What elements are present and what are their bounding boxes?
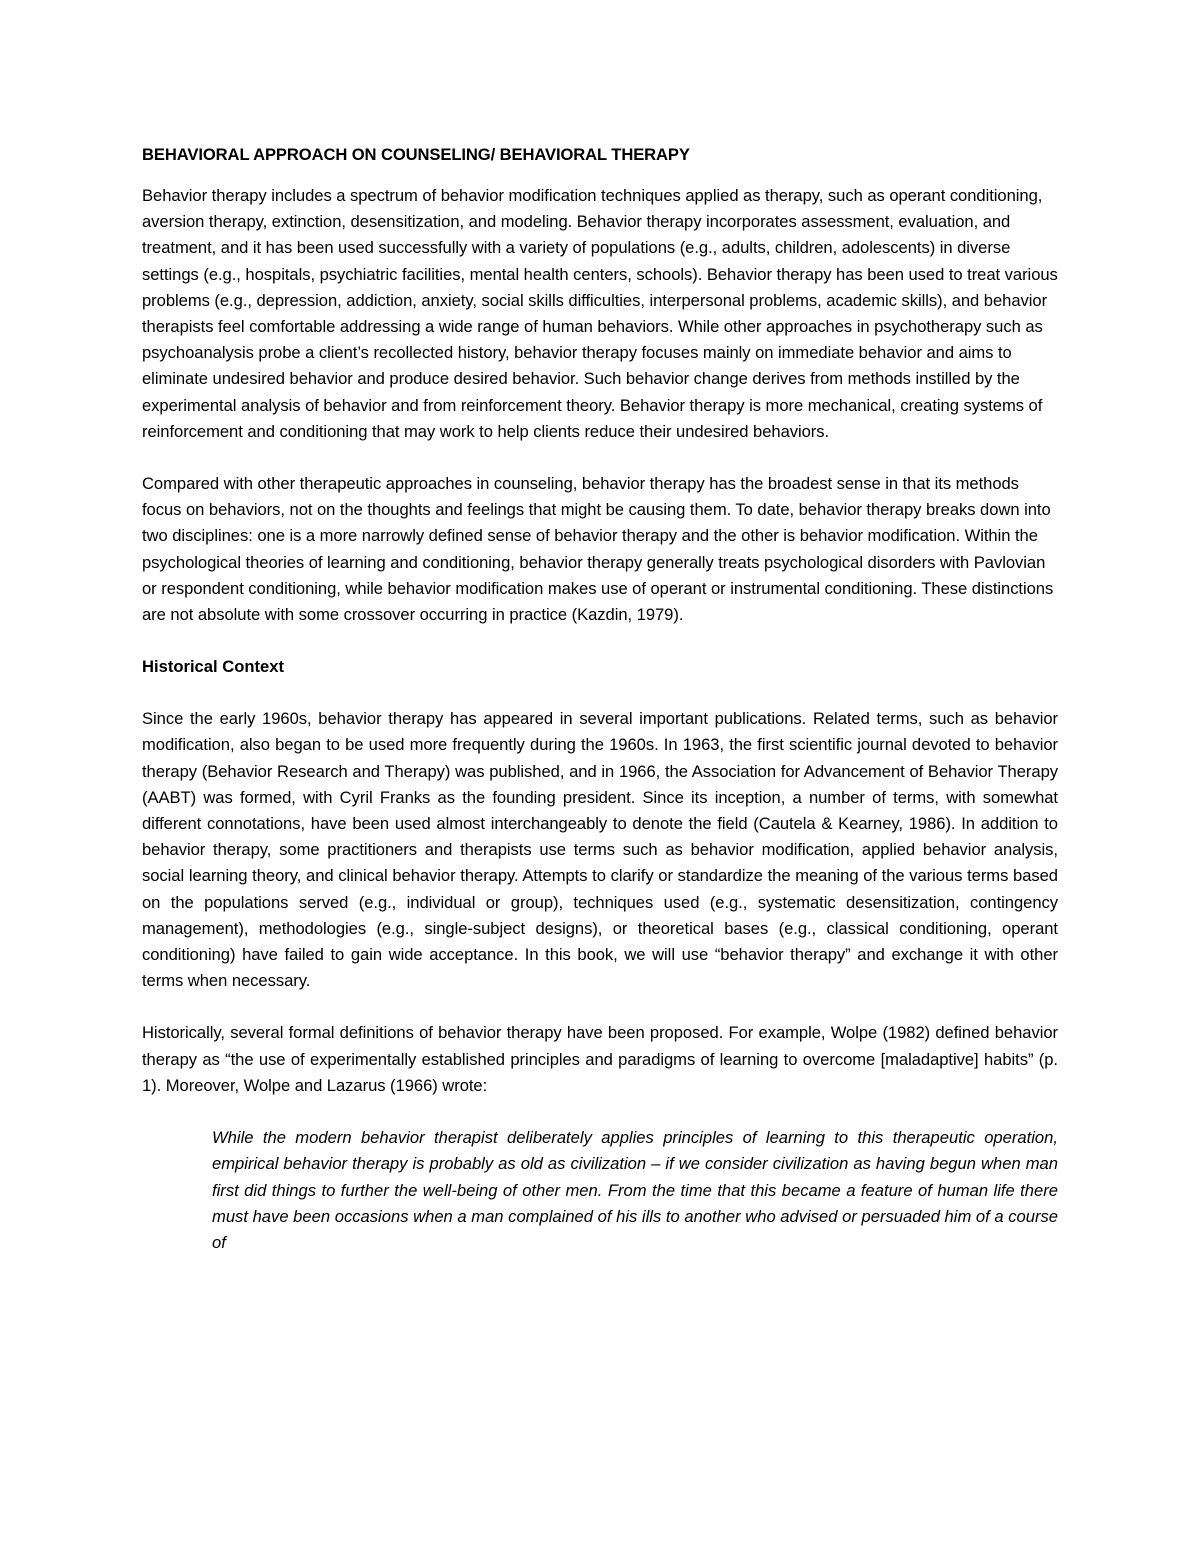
block-quote: While the modern behavior therapist deliberately applies principles of learning to this therapeutic operation, empirical behavior therapy is probably as old as civilization – if we consider civilization as having begun when man first did things to further the well-being of other men. From the time that this became a feature of human life there must have been occasions when a man complained of his ills to another who advised or persuaded him of a course of xyxy=(212,1128,1058,1252)
paragraph-history: Since the early 1960s, behavior therapy has appeared in several important publications. Related terms, such as behavior modification, also began to be used more frequently during the 1960s. In 1963, the first scientific journal devoted to behavior therapy (Behavior Research and Therapy) was published, and in 1966, the Association for Advancement of Behavior Therapy (AABT) was formed, with Cyril Franks as the founding president. Since its inception, a number of terms, with somewhat different connotations, have been used almost interchangeably to denote the field (Cautela & Kearney, 1986). In addition to behavior therapy, some practitioners and therapists use terms such as behavior modification, applied behavior analysis, social learning theory, and clinical behavior therapy. Attempts to clarify or standardize the meaning of the various terms based on the populations served (e.g., individual or group), techniques used (e.g., systematic desensitization, contingency management), methodologies (e.g., single-subject designs), or theoretical bases (e.g., classical conditioning, operant conditioning) have failed to gain wide acceptance. In this book, we will use “behavior therapy” and exchange it with other terms when necessary. xyxy=(142,709,1058,991)
document-title: BEHAVIORAL APPROACH ON COUNSELING/ BEHAVIORAL THERAPY xyxy=(142,145,690,164)
paragraph-definitions: Historically, several formal definitions of behavior therapy have been proposed. For example, Wolpe (1982) defined behavior therapy as “the use of experimentally established principles and paradigms of learning to overcome [maladaptive] habits” (p. 1). Moreover, Wolpe and Lazarus (1966) wrote: xyxy=(142,1023,1058,1095)
document-body xyxy=(142,142,1058,1256)
paragraph-comparison: Compared with other therapeutic approaches in counseling, behavior therapy has the broadest sense in that its methods focus on behaviors, not on the thoughts and feelings that might be causing them. To date, behavior therapy breaks down into two disciplines: one is a more narrowly defined sense of behavior therapy and the other is behavior modification. Within the psychological theories of learning and conditioning, behavior therapy generally treats psychological disorders with Pavlovian or respondent conditioning, while behavior modification makes use of operant or instrumental conditioning. These distinctions are not absolute with some crossover occurring in practice (Kazdin, 1979). xyxy=(142,474,1054,625)
paragraph-intro: Behavior therapy includes a spectrum of behavior modification techniques applied as therapy, such as operant conditioning, aversion therapy, extinction, desensitization, and modeling. Behavior therapy incorporates assessment, evaluation, and treatment, and it has been used successfully with a variety of populations (e.g., adults, children, adolescents) in diverse settings (e.g., hospitals, psychiatric facilities, mental health centers, schools). Behavior therapy has been used to treat various problems (e.g., depression, addiction, anxiety, social skills difficulties, interpersonal problems, academic skills), and behavior therapists feel comfortable addressing a wide range of human behaviors. While other approaches in psychotherapy such as psychoanalysis probe a client’s recollected history, behavior therapy focuses mainly on immediate behavior and aims to eliminate undesired behavior and produce desired behavior. Such behavior change derives from methods instilled by the experimental analysis of behavior and from reinforcement theory. Behavior therapy is more mechanical, creating systems of reinforcement and conditioning that may work to help clients reduce their undesired behaviors. xyxy=(142,186,1058,441)
section-heading-historical-context: Historical Context xyxy=(142,657,284,677)
